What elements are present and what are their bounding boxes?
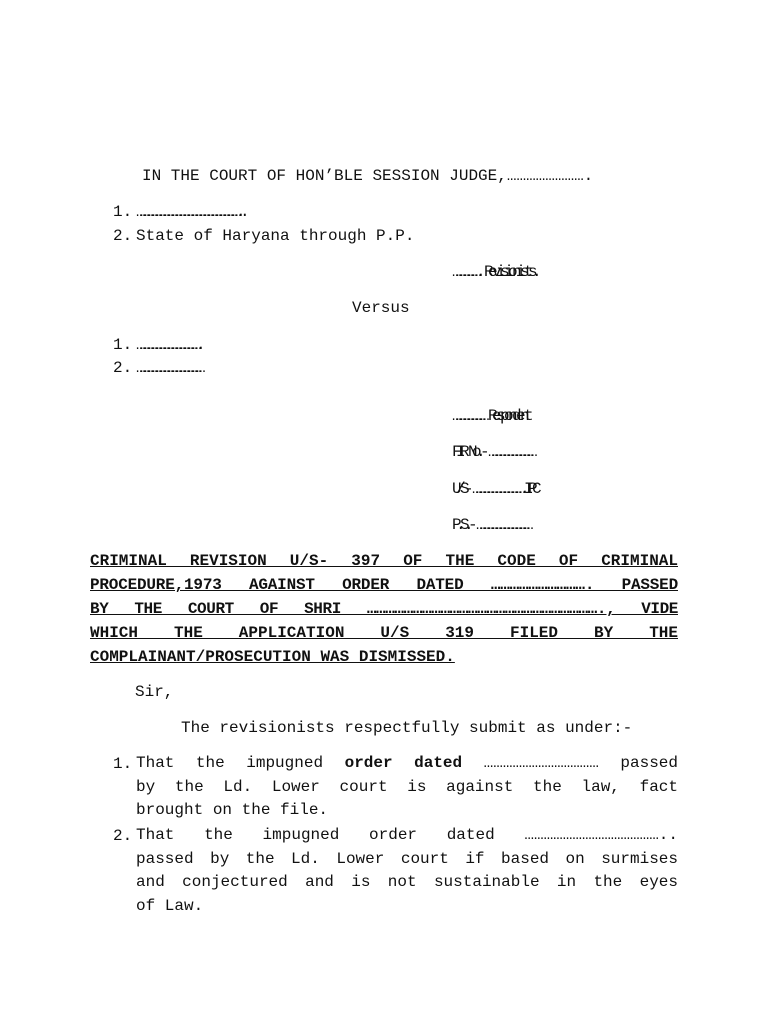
respondent-1-number: 1. xyxy=(113,336,133,354)
ground-line: by the Ld. Lower court is against the law, fact xyxy=(136,777,678,796)
ground-line xyxy=(136,752,678,776)
ground-1-line-1a: That the impugned xyxy=(136,754,345,772)
revisionist-1-number: 1. xyxy=(113,203,133,221)
heading-line: BY THE COURT OF SHRI …………………………………………………………………., VIDE xyxy=(90,600,678,618)
respondent-2-name: ………………………………………… xyxy=(136,359,201,377)
heading-line: CRIMINAL REVISION U/S- 397 OF THE CODE OF CRIMINAL xyxy=(90,552,678,570)
revisionist-2-number: 2. xyxy=(113,227,133,245)
under-section: U/S- ……………………………….IPC xyxy=(452,480,537,498)
court-title: IN THE COURT OF HON’BLE SESSION JUDGE,……………………. xyxy=(142,167,594,185)
revision-heading xyxy=(90,549,678,669)
revisionist-1-name: ………………………………………………………………….. xyxy=(136,203,245,221)
heading-line: WHICH THE APPLICATION U/S 319 FILED BY THE xyxy=(90,624,678,642)
respondent-2-number: 2. xyxy=(113,359,133,377)
ground-1-bold: order dated xyxy=(344,754,463,772)
salutation: Sir, xyxy=(135,683,174,701)
ground-1-text xyxy=(136,752,678,823)
ground-line: of Law. xyxy=(136,896,204,915)
ground-line: and conjectured and is not sustainable in the eyes xyxy=(136,873,678,891)
ground-2-text xyxy=(136,824,678,918)
intro-text: The revisionists respectfully submit as under:- xyxy=(181,719,633,737)
respondent-label: …………………… Respondent xyxy=(452,407,529,425)
ground-line: passed by the Ld. Lower court if based on surmises xyxy=(136,849,678,868)
heading-line: COMPLAINANT/PROSECUTION WAS DISMISSED. xyxy=(90,648,455,666)
ground-1-line-1b: ……………………………… passed xyxy=(462,754,678,772)
ground-line: That the impugned order dated …………………………………….. xyxy=(136,826,678,844)
revisionist-2-name: State of Haryana through P.P. xyxy=(136,227,415,245)
versus-label: Versus xyxy=(352,299,410,317)
heading-line: PROCEDURE,1973 AGAINST ORDER DATED …………………………. PASSED xyxy=(90,576,678,594)
revisionists-label-text: ………………. Revisionists. xyxy=(452,263,537,281)
revisionists-label xyxy=(452,260,536,284)
police-station: P.S.- ………………………………… xyxy=(452,516,529,534)
ground-1-number: 1. xyxy=(113,755,133,773)
ground-line: brought on the file. xyxy=(136,801,329,819)
ground-2-number: 2. xyxy=(113,827,133,845)
fir-number: FIR No.- …………………………… xyxy=(452,443,533,461)
respondent-1-name: ………………………………………. xyxy=(136,336,201,354)
